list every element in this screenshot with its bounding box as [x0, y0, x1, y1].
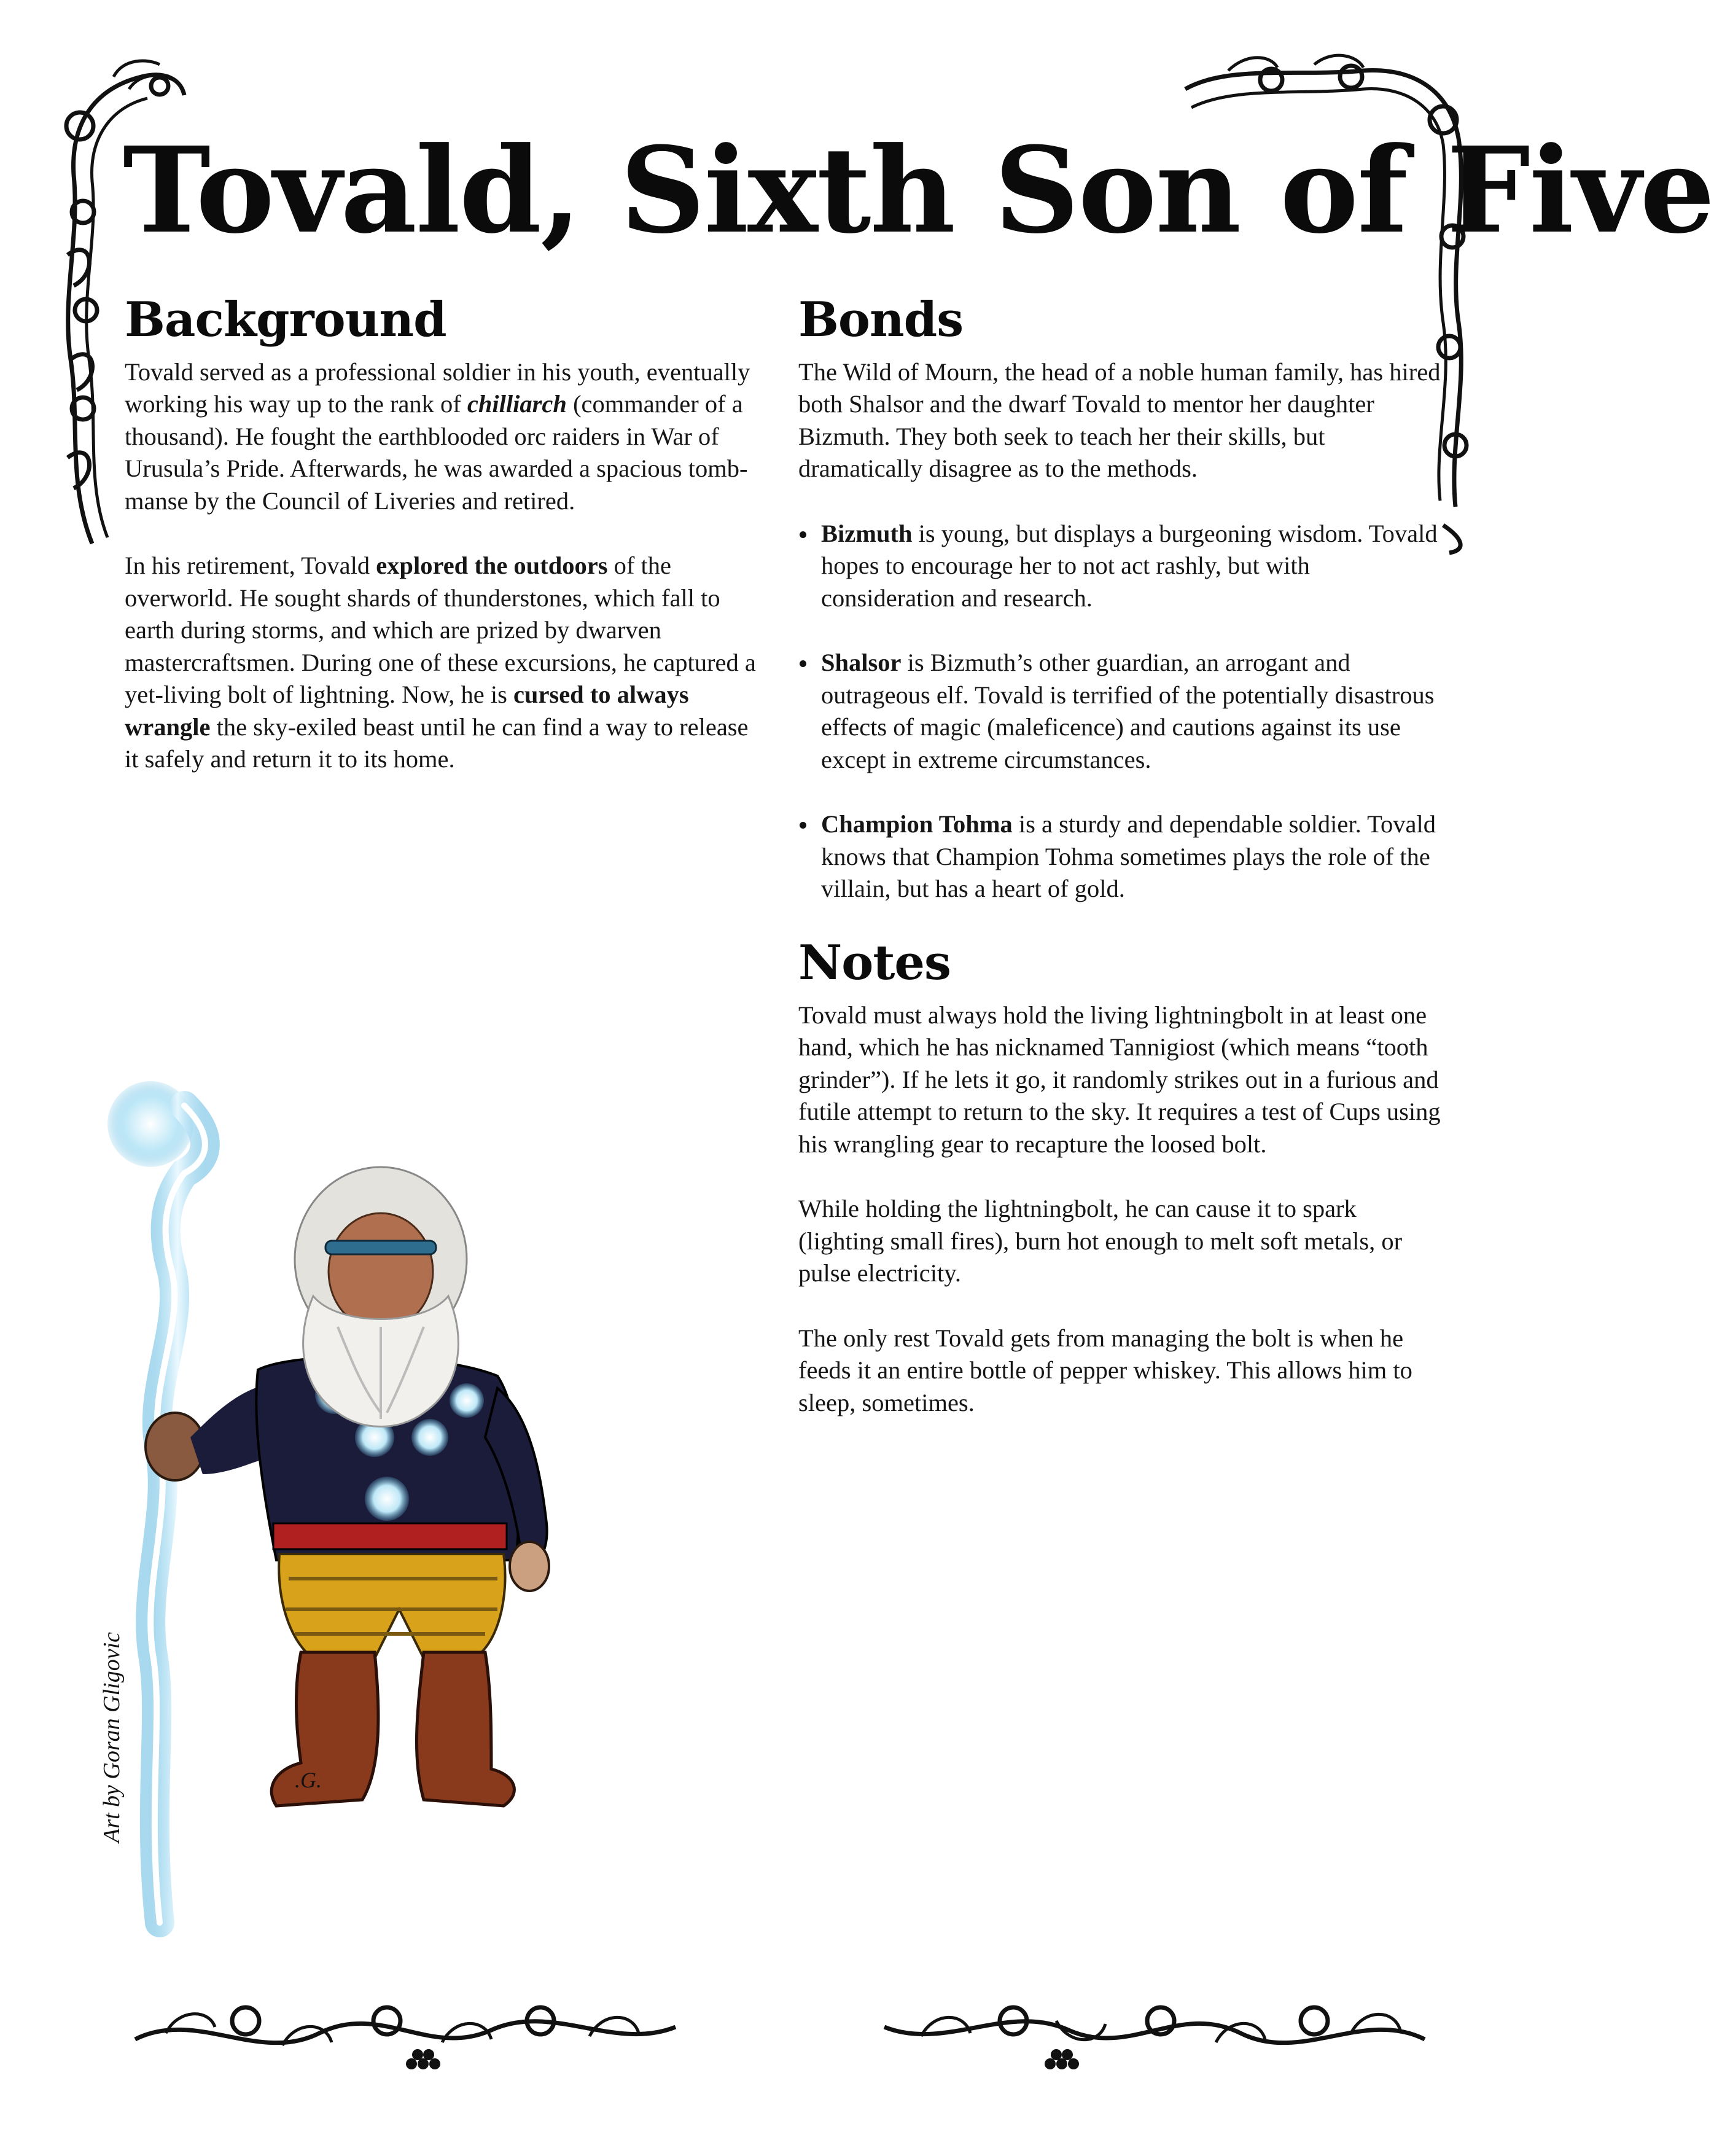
background-paragraph-1: Tovald served as a professional soldier in his youth, eventually working his way up to the rank of chilliarch (commander of a thousand). He fought the earthblooded orc raiders in War of Urusula’s Pride. Afterwards, he was awarded a spacious tomb-manse by the Council of Liveries and retired. [125, 357, 750, 515]
background-paragraph-2: In his retirement, Tovald explored the outdoors of the overworld. He sought shards of thunderstones, which fall to earth during storms, and which are prized by dwarven mastercraftsmen. During one of these excursions, he captured a yet-living bolt of lightning. Now, he is cursed to always wrangle the sky-exiled beast until he can find a way to release it safely and return it to its home. [125, 552, 756, 773]
vine-ornament-right [872, 1984, 1437, 2076]
vine-ornament-left [123, 1984, 688, 2076]
page-title: Tovald, Sixth Son of Five [123, 122, 1714, 260]
notes-paragraph: While holding the lightningbolt, he can cause it to spark (lighting small fires), burn hot enough to melt soft metals, or pulse electricity. [798, 1195, 1403, 1287]
notes-paragraph: Tovald must always hold the living lightningbolt in at least one hand, which he has nicknamed Tannigiost (which means “tooth grinder”). If he lets it go, it randomly strikes out in a furious and futile attempt to return to the sky. It requires a test of Cups using his wrangling gear to recapture the loosed bolt. [798, 1001, 1441, 1158]
bonds-heading: Bonds [798, 292, 964, 348]
dwarf-illustration [92, 1069, 676, 1947]
list-item: Champion Tohma is a sturdy and dependable soldier. Tovald knows that Champion Tohma sometimes plays the role of the villain, but has a heart of gold. [798, 808, 1443, 905]
right-column [798, 292, 1443, 1451]
keyword-cursed: cursed to always wrangle [125, 681, 689, 741]
notes-paragraph: The only rest Tovald gets from managing the bolt is when he feeds it an entire bottle of pepper whiskey. This allows him to sleep, sometimes. [798, 1324, 1412, 1416]
left-column [125, 292, 757, 808]
background-heading: Background [125, 292, 446, 348]
list-item: Bizmuth is young, but displays a burgeoning wisdom. Tovald hopes to encourage her to not act rashly, but with consideration and research. [798, 518, 1443, 615]
term-chilliarch: chilliarch [467, 390, 567, 418]
notes-heading: Notes [798, 934, 951, 991]
bonds-list [798, 518, 1443, 905]
art-credit: Art by Goran Gligovic [99, 1631, 125, 1843]
artist-signature: .G. [295, 1768, 322, 1792]
bonds-intro: The Wild of Mourn, the head of a noble human family, has hired both Shalsor and the dwarf Tovald to mentor her daughter Bizmuth. They both seek to teach her their skills, but dramatically disagree as to the methods. [798, 357, 1441, 483]
keyword-explored-outdoors: explored the outdoors [376, 552, 608, 580]
list-item: Shalsor is Bizmuth’s other guardian, an arrogant and outrageous elf. Tovald is terrified of the potentially disastrous effects of magic (maleficence) and cautions against its use except in extreme circumstances. [798, 647, 1443, 776]
